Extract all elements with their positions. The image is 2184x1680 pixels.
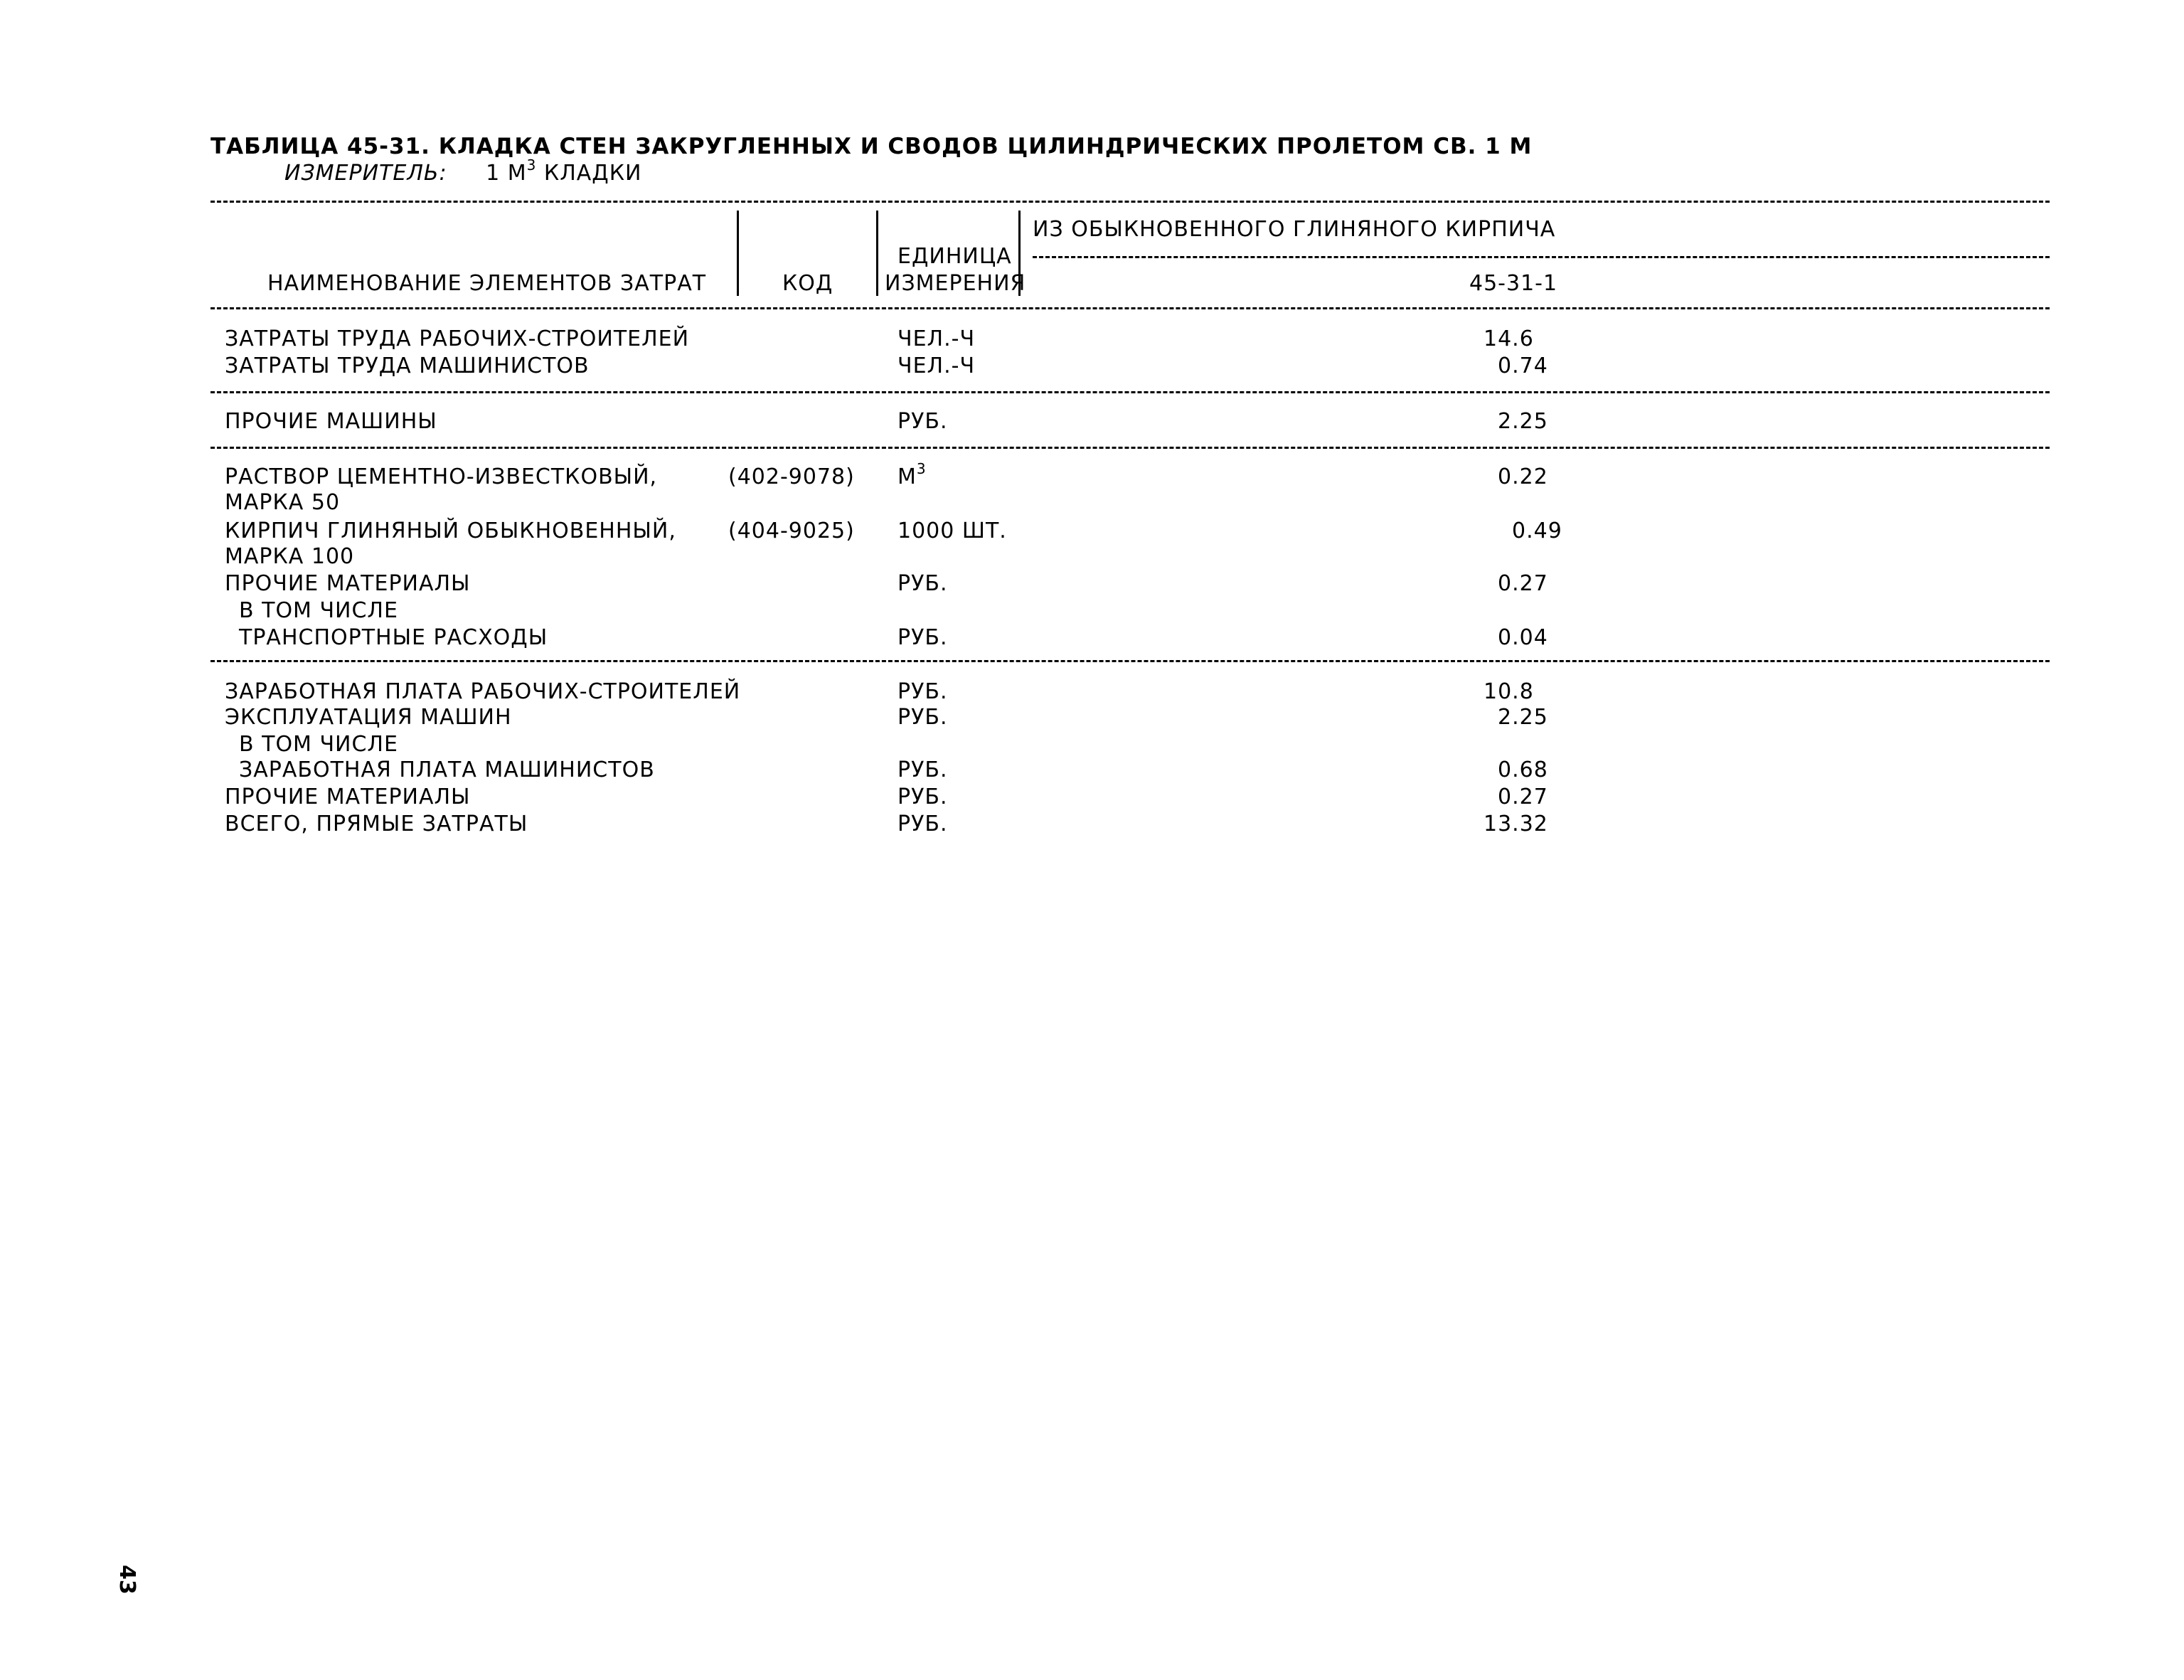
row-value: 0.49 <box>1512 519 1562 543</box>
header-bottom-rule <box>211 307 2050 309</box>
row-name: В ТОМ ЧИСЛЕ <box>239 598 398 623</box>
meter-line <box>284 156 642 186</box>
section-rule-1 <box>211 391 2050 393</box>
row-unit-sup: 3 <box>916 460 927 477</box>
row-unit <box>897 460 927 489</box>
row-unit: РУБ. <box>897 625 948 650</box>
row-name: ТРАНСПОРТНЫЕ РАСХОДЫ <box>239 625 548 650</box>
row-value: 14.6 <box>1483 326 1534 351</box>
row-value: 2.25 <box>1498 705 1548 730</box>
meter-value <box>486 156 642 186</box>
page-number: 43 <box>114 1565 139 1595</box>
section-rule-3 <box>211 660 2050 662</box>
row-name: МАРКА 50 <box>225 490 341 515</box>
row-unit: РУБ. <box>897 785 948 809</box>
row-unit: РУБ. <box>897 757 948 782</box>
row-unit: РУБ. <box>897 571 948 596</box>
meter-label: ИЗМЕРИТЕЛЬ: <box>284 161 447 186</box>
row-value: 0.22 <box>1498 464 1548 489</box>
row-name: В ТОМ ЧИСЛЕ <box>239 732 398 757</box>
meter-value-prefix: 1 М <box>486 161 527 186</box>
row-name: ЗАТРАТЫ ТРУДА РАБОЧИХ-СТРОИТЕЛЕЙ <box>225 326 690 351</box>
row-name: ЗАТРАТЫ ТРУДА МАШИНИСТОВ <box>225 353 590 378</box>
header-unit-line1: ЕДИНИЦА <box>897 244 1012 269</box>
row-value: 0.68 <box>1498 757 1548 782</box>
row-name: КИРПИЧ ГЛИНЯНЫЙ ОБЫКНОВЕННЫЙ, <box>225 519 676 543</box>
section-rule-2 <box>211 447 2050 449</box>
row-unit: РУБ. <box>897 812 948 836</box>
row-name: ЗАРАБОТНАЯ ПЛАТА РАБОЧИХ-СТРОИТЕЛЕЙ <box>225 679 741 704</box>
header-code-label: КОД <box>782 271 833 296</box>
meter-value-suffix: КЛАДКИ <box>543 161 642 186</box>
row-value: 0.27 <box>1498 785 1548 809</box>
row-name: ПРОЧИЕ МАТЕРИАЛЫ <box>225 571 471 596</box>
row-name: ЭКСПЛУАТАЦИЯ МАШИН <box>225 705 512 730</box>
row-unit: РУБ. <box>897 409 948 434</box>
header-name-label: НАИМЕНОВАНИЕ ЭЛЕМЕНТОВ ЗАТРАТ <box>267 271 707 296</box>
row-unit: 1000 ШТ. <box>897 519 1007 543</box>
header-separator-code-unit <box>876 211 878 296</box>
meter-value-sup: 3 <box>526 156 537 174</box>
row-value: 0.74 <box>1498 353 1548 378</box>
row-name: ПРОЧИЕ МАТЕРИАЛЫ <box>225 785 471 809</box>
row-value: 0.27 <box>1498 571 1548 596</box>
row-value: 2.25 <box>1498 409 1548 434</box>
group-header-rule <box>1033 256 2050 258</box>
row-code: (404-9025) <box>728 519 855 543</box>
row-value: 0.04 <box>1498 625 1548 650</box>
row-name: РАСТВОР ЦЕМЕНТНО-ИЗВЕСТКОВЫЙ, <box>225 464 658 489</box>
header-group-label: ИЗ ОБЫКНОВЕННОГО ГЛИНЯНОГО КИРПИЧА <box>1033 217 1556 242</box>
row-unit: РУБ. <box>897 705 948 730</box>
table-title: ТАБЛИЦА 45-31. КЛАДКА СТЕН ЗАКРУГЛЕННЫХ И СВОДОВ ЦИЛИНДРИЧЕСКИХ ПРОЛЕТОМ СВ. 1 М <box>211 134 1533 159</box>
table-top-rule <box>211 201 2050 203</box>
row-unit: РУБ. <box>897 679 948 704</box>
row-name: МАРКА 100 <box>225 544 355 569</box>
row-unit-base: М <box>897 464 917 489</box>
row-name: ЗАРАБОТНАЯ ПЛАТА МАШИНИСТОВ <box>239 757 655 782</box>
header-separator-name-code <box>737 211 739 296</box>
header-unit-line2: ИЗМЕРЕНИЯ <box>885 271 1026 296</box>
row-value: 10.8 <box>1483 679 1534 704</box>
row-unit: ЧЕЛ.-Ч <box>897 353 976 378</box>
row-name: ВСЕГО, ПРЯМЫЕ ЗАТРАТЫ <box>225 812 528 836</box>
header-norm-label: 45-31-1 <box>1469 271 1558 296</box>
row-unit: ЧЕЛ.-Ч <box>897 326 976 351</box>
row-name: ПРОЧИЕ МАШИНЫ <box>225 409 437 434</box>
row-value: 13.32 <box>1483 812 1548 836</box>
row-code: (402-9078) <box>728 464 855 489</box>
